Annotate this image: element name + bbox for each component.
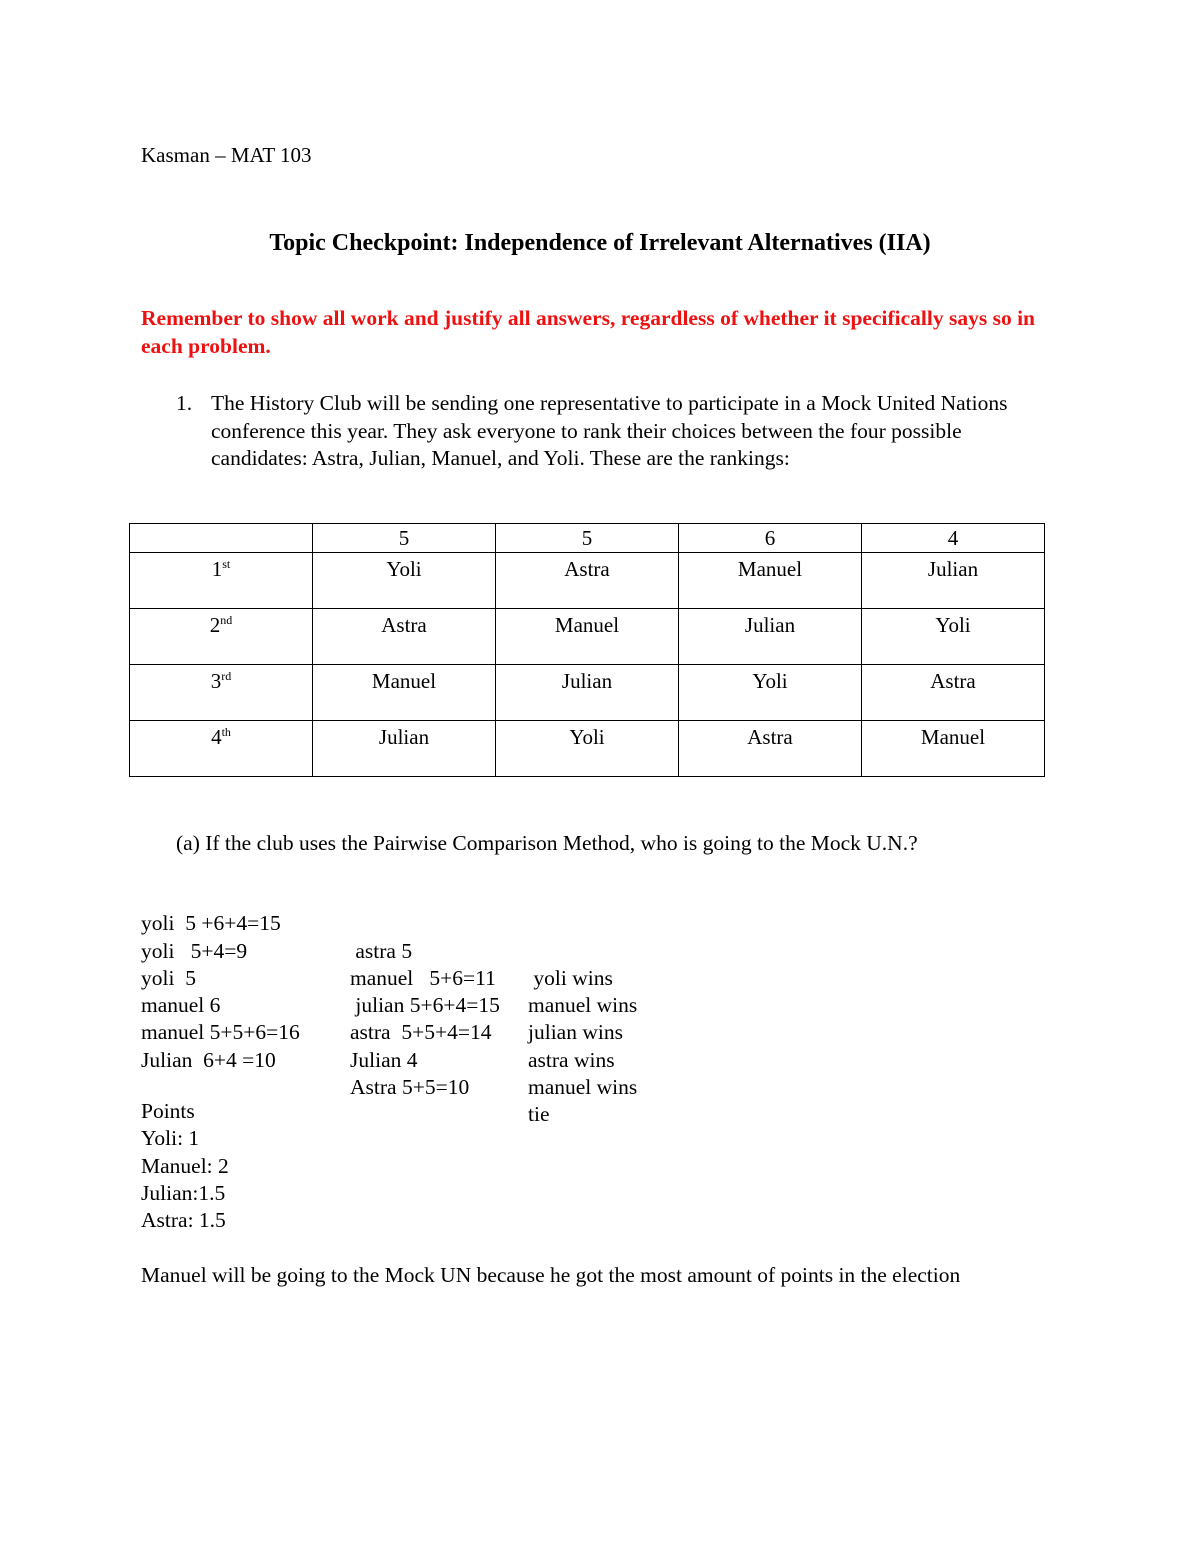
voter-count-cell: 5 [313,524,496,553]
table-cell: Manuel [496,609,679,665]
table-cell: Astra [496,553,679,609]
instructions-reminder: Remember to show all work and justify all answers, regardless of whether it specifically says so in each problem. [141,306,1036,358]
rank-label-cell: 3rd [130,665,313,721]
problem-text: The History Club will be sending one representative to participate in a Mock United Nations conference this year. They ask everyone to rank their choices between the four possible candidates: Astra, Julian, Manuel, and Yoli. These are the rankings: [211,391,1008,470]
course-header: Kasman – MAT 103 [141,143,312,167]
work-middle: astra 5 [350,938,413,963]
table-cell: Astra [313,609,496,665]
points-heading: Points [141,1099,195,1123]
voter-count-cell: 5 [496,524,679,553]
work-result: astra wins [528,1047,615,1072]
table-cell: Manuel [313,665,496,721]
table-header-row [130,524,1045,553]
table-row [130,721,1045,777]
work-left: yoli 5+4=9 [141,938,248,963]
page-title: Topic Checkpoint: Independence of Irrelevant Alternatives (IIA) [269,230,931,256]
table-cell: Yoli [313,553,496,609]
table-row [130,609,1045,665]
table-cell: Yoli [496,721,679,777]
work-left: yoli 5 +6+4=15 [141,911,281,936]
question-a: (a) If the club uses the Pairwise Comparison Method, who is going to the Mock U.N.? [176,831,918,855]
points-line: Yoli: 1 [141,1126,200,1151]
work-left: manuel 5+5+6=16 [141,1020,300,1045]
table-cell: Julian [679,609,862,665]
table-cell: Manuel [862,721,1045,777]
table-cell: Astra [862,665,1045,721]
work-left: manuel 6 [141,993,221,1018]
work-middle: astra 5+5+4=14 [350,1020,492,1045]
table-row [130,553,1045,609]
work-left: yoli 5 [141,965,196,990]
rank-label-cell: 2nd [130,609,313,665]
table-corner-cell [130,524,313,553]
rank-label-cell: 1st [130,553,313,609]
table-cell: Astra [679,721,862,777]
work-middle: Astra 5+5=10 [350,1075,470,1100]
table-cell: Yoli [679,665,862,721]
points-line: Julian:1.5 [141,1180,226,1205]
work-result: manuel wins [528,1075,638,1100]
table-row [130,665,1045,721]
work-middle: julian 5+6+4=15 [350,993,500,1018]
voter-count-cell: 6 [679,524,862,553]
table-cell: Manuel [679,553,862,609]
voter-count-cell: 4 [862,524,1045,553]
work-left: Julian 6+4 =10 [141,1047,276,1072]
points-line: Astra: 1.5 [141,1208,226,1233]
points-line: Manuel: 2 [141,1153,229,1178]
points-summary [141,1098,229,1234]
work-result: yoli wins [528,965,613,990]
work-result: julian wins [528,1020,623,1045]
table-cell: Julian [862,553,1045,609]
conclusion: Manuel will be going to the Mock UN because he got the most amount of points in the election [141,1263,961,1287]
rankings-table [129,523,1045,777]
problem-number: 1. [176,391,193,415]
work-result: tie [528,1102,550,1127]
work-middle: manuel 5+6=11 [350,965,496,990]
table-cell: Julian [496,665,679,721]
table-cell: Yoli [862,609,1045,665]
problem-1 [141,390,1061,473]
table-cell: Julian [313,721,496,777]
rank-label-cell: 4th [130,721,313,777]
work-middle: Julian 4 [350,1047,418,1072]
work-result: manuel wins [528,993,638,1018]
